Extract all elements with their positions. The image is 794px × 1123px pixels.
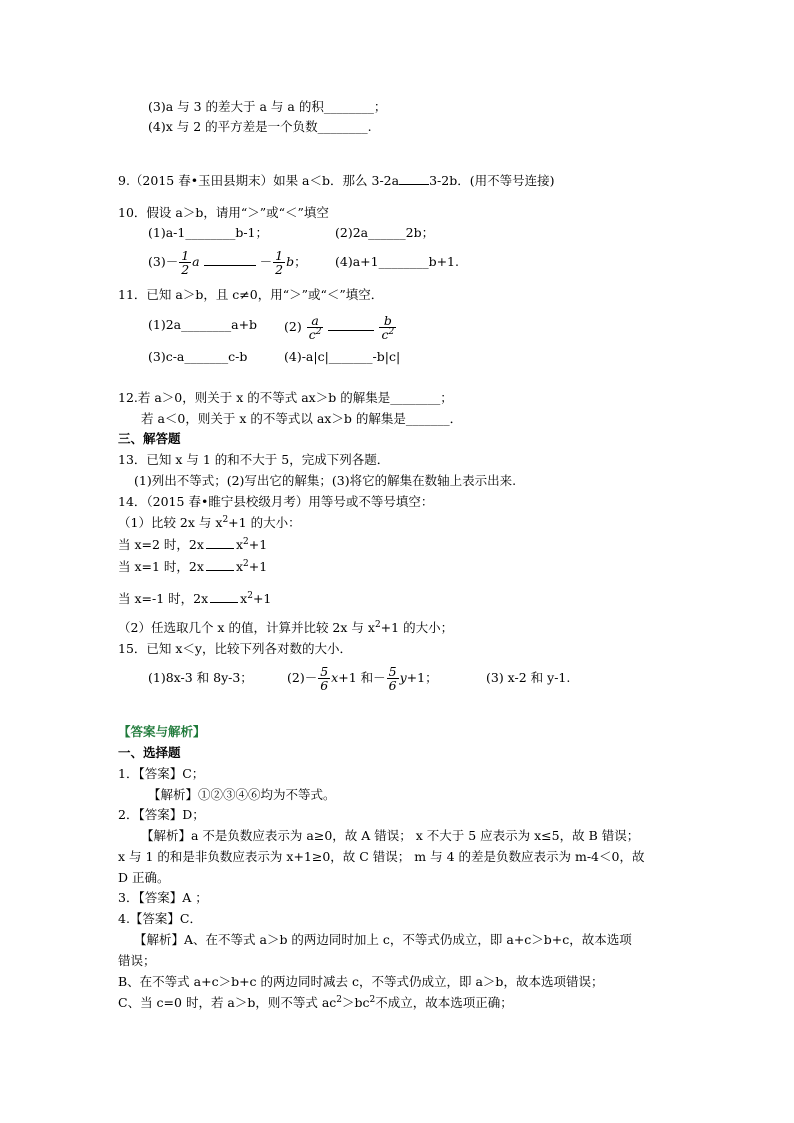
answer-1-explanation: 【解析】①②③④⑥均为不等式。 [148, 787, 336, 802]
q10-part2: (2)2a______2b； [335, 225, 435, 240]
answer-blank[interactable] [399, 171, 429, 185]
q8-part3: (3)a 与 3 的差大于 a 与 a 的积________； [148, 99, 387, 114]
fraction-b-over-c2 [379, 314, 396, 341]
q10-part3 [148, 245, 307, 279]
q10-stem: 10．假设 a＞b，请用“＞”或“＜”填空 [118, 205, 329, 220]
var-b: b [286, 254, 295, 269]
q15-part2: (2)－ $\frac{5}{6}$ x+1 和－ $\frac{5}{6}$ y+1； [287, 664, 438, 693]
answer-blank[interactable] [328, 317, 374, 331]
q10-part4: (4)a+1________b+1. [335, 254, 459, 269]
fraction-num: 1 [181, 248, 190, 263]
fraction-num: 1 [275, 248, 284, 263]
answer-4: 4.【答案】C． [118, 911, 202, 926]
fraction-five-sixths: $\frac{5}{6}$ [320, 664, 329, 693]
q14-part1: （1）比较 2x 与 $x^2+1$ 的大小： [118, 514, 301, 530]
answers-title: 【答案与解析】 [118, 724, 206, 739]
q14-row2: 当 x=1 时，2x $x^2+1$ [118, 558, 268, 574]
q11-part3: (3)c-a_______c-b [148, 349, 248, 364]
fraction-one-half-2 [273, 249, 285, 276]
answer-4-explanation-3: B、在不等式 a+c＞b+c 的两边同时减去 c，不等式仍成立，即 a＞b，故本选项错误； [118, 974, 604, 989]
q14-part2: （2）任选取几个 x 的值，计算并比较 2x 与 $x^2+1$ 的大小； [118, 619, 454, 635]
var-a: a [192, 254, 200, 269]
answers-section-1: 一、选择题 [118, 745, 181, 760]
q10-part1: (1)a-1________b-1； [148, 225, 269, 240]
answer-blank[interactable] [206, 557, 234, 571]
fraction-five-sixths-2: $\frac{5}{6}$ [388, 664, 397, 693]
fraction-num: b [383, 313, 392, 328]
answer-3: 3．【答案】A ； [118, 890, 208, 905]
fraction-one-half [179, 249, 191, 276]
q14-stem: 14．（2015 春•睢宁县校级月考）用等号或不等号填空： [118, 494, 434, 509]
fraction-num: a [311, 313, 319, 328]
q14-row1: 当 x=2 时，2x $x^2+1$ [118, 536, 268, 552]
q13-line2: (1)列出不等式；(2)写出它的解集；(3)将它的解集在数轴上表示出来. [134, 473, 517, 488]
fraction-a-over-c2 [307, 314, 324, 341]
q10-minus: － [259, 254, 273, 269]
answer-blank[interactable] [204, 252, 256, 266]
fraction-den: $c^2$ [381, 326, 395, 342]
q11-part2 [284, 310, 397, 344]
q9 [118, 171, 554, 190]
q8-part4: (4)x 与 2 的平方差是一个负数________. [148, 119, 372, 134]
q12-line2: 若 a＜0，则关于 x 的不等式以 ax＞b 的解集是_______． [141, 411, 463, 426]
q9-text-a: 9.（2015 春•玉田县期末）如果 a＜b．那么 3-2a [118, 173, 400, 188]
q11-part4: (4)-a|c|_______-b|c| [284, 349, 401, 364]
q11-stem: 11．已知 a＞b，且 c≠0，用“＞”或“＜”填空． [118, 287, 384, 302]
q13-line1: 13．已知 x 与 1 的和不大于 5，完成下列各题． [118, 452, 390, 467]
fraction-den: 2 [275, 262, 284, 277]
answer-4-explanation-2: 错误； [118, 953, 156, 968]
fraction-den: $c^2$ [308, 326, 322, 342]
q15-stem: 15．已知 x＜y，比较下列各对数的大小． [118, 641, 352, 656]
answer-2-explanation-2: x 与 1 的和是非负数应表示为 x+1≥0，故 C 错误； m 与 4 的差是负数应表示为 m-4＜0，故 [118, 849, 645, 864]
q14-row3: 当 x=-1 时，2x $x^2+1$ [118, 590, 272, 606]
q11-part1: (1)2a________a+b [148, 317, 258, 332]
q11-part2-label: (2) [284, 319, 302, 334]
answer-1: 1．【答案】C； [118, 766, 205, 781]
answer-2-explanation-1: 【解析】a 不是负数应表示为 a≥0，故 A 错误； x 不大于 5 应表示为 x≤5，故 B 错误； [141, 828, 640, 843]
q12-line1: 12.若 a＞0，则关于 x 的不等式 ax＞b 的解集是________； [118, 390, 453, 405]
answer-2-explanation-3: D 正确。 [118, 870, 170, 885]
q15-part3: (3) x-2 和 y-1. [486, 670, 571, 685]
answer-4-explanation-4: C、当 c=0 时，若 a＞b，则不等式 $ac^2>bc^2$不成立，故本选项正确； [118, 994, 513, 1010]
answer-2: 2．【答案】D； [118, 807, 205, 822]
section-heading-3: 三、解答题 [118, 431, 181, 446]
answer-blank[interactable] [206, 535, 234, 549]
q15-part1: (1)8x-3 和 8y-3； [148, 670, 253, 685]
answer-4-explanation-1: 【解析】A、在不等式 a＞b 的两边同时加上 c，不等式仍成立，即 a+c＞b+c，故本选项 [134, 932, 632, 947]
answer-blank[interactable] [210, 589, 238, 603]
q10-part3-prefix: (3)－ [148, 254, 179, 269]
q10-part3-end: ； [294, 254, 307, 269]
q9-text-b: 3-2b．(用不等号连接) [429, 173, 555, 188]
fraction-den: 2 [181, 262, 190, 277]
